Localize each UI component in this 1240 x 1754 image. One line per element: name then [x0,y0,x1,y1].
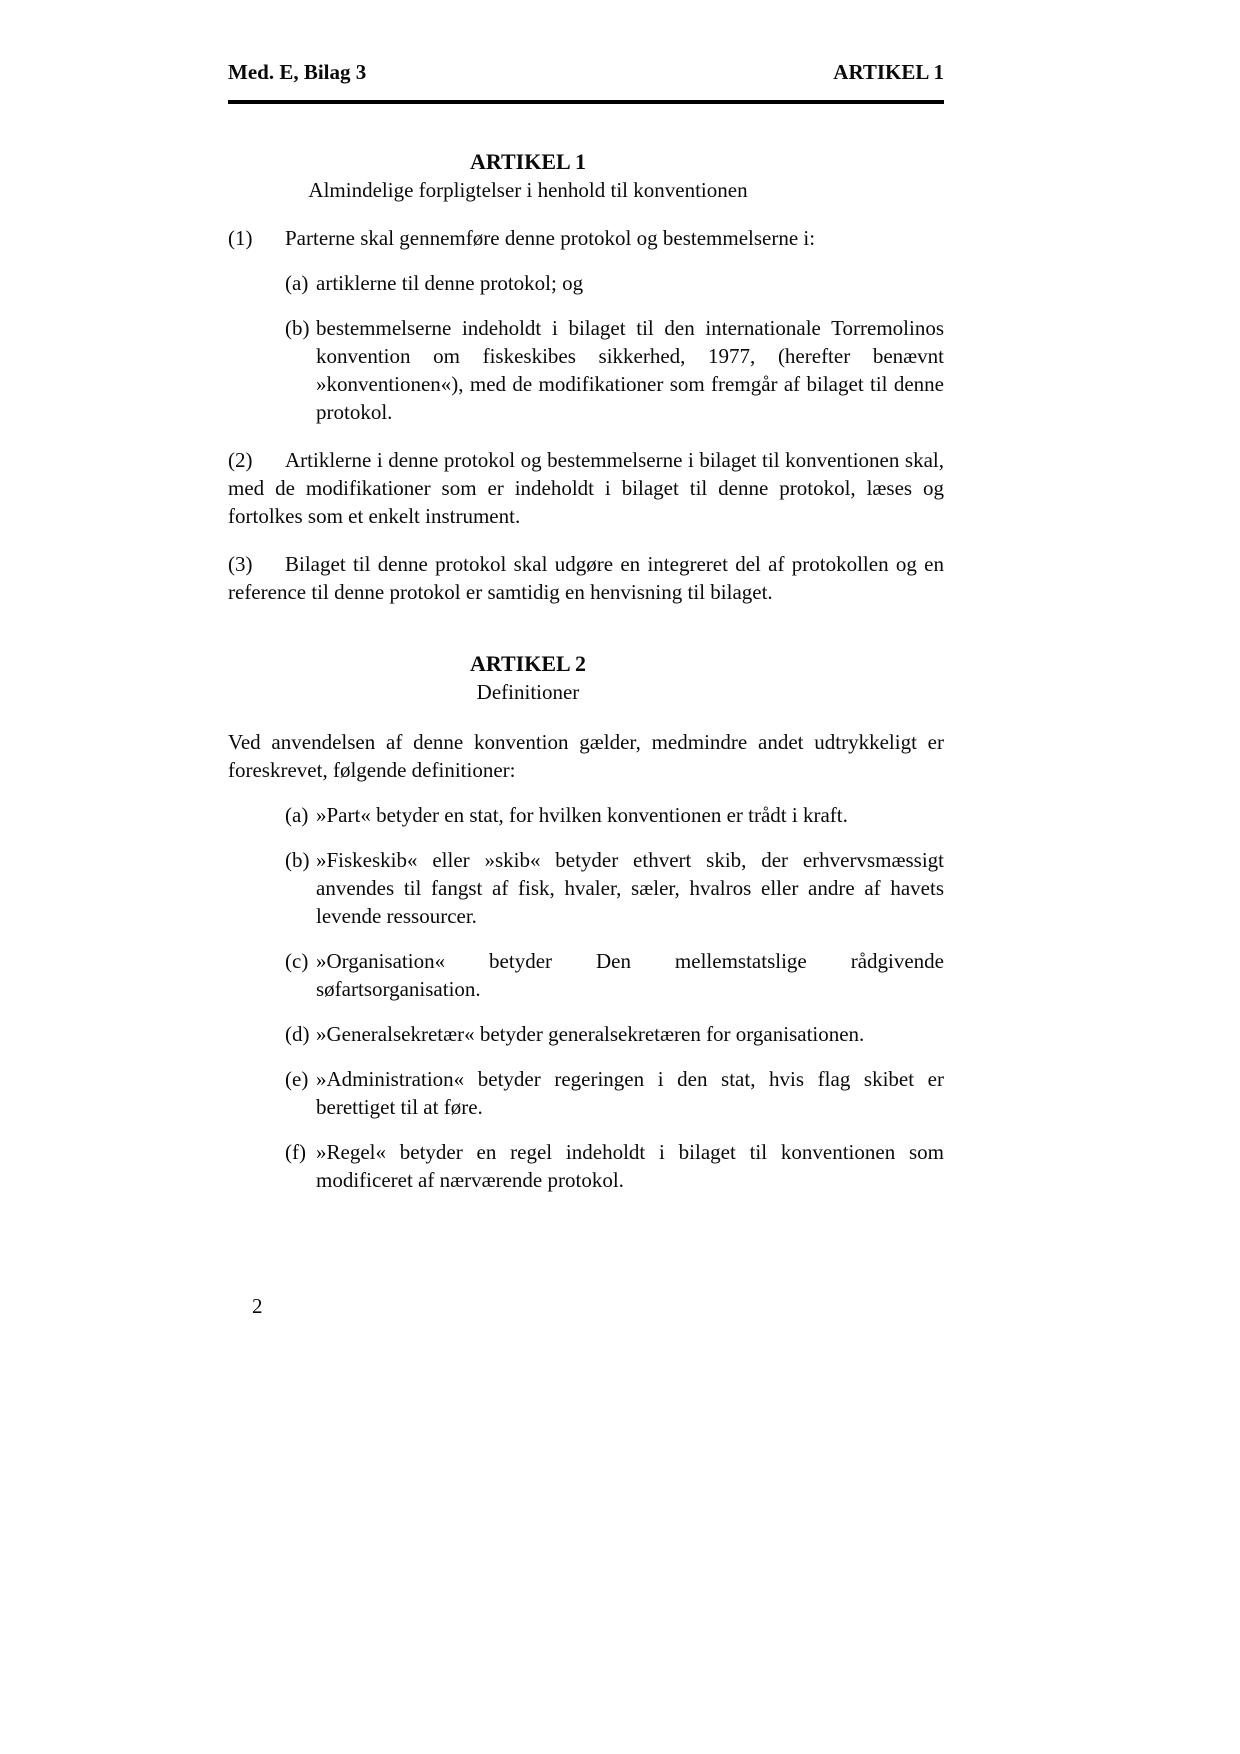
document-page [228,0,944,1194]
definition-e-text: »Administration« betyder regeringen i den stat, hvis flag skibet er berettiget til at føre. [316,1067,944,1119]
definition-b-label: (b) [285,848,310,872]
definition-d-text: »Generalsekretær« betyder generalsekretæren for organisationen. [316,1022,865,1046]
paragraph-1-subitem-b-text: bestemmelserne indeholdt i bilaget til den internationale Torremolinos konvention om fiskeskibes sikkerhed, 1977, (herefter benævnt »konventionen«), med de modifikationer som fremgår af bilaget til denne protokol. [316,316,944,424]
header-rule [228,100,944,104]
definition-a-label: (a) [285,803,309,827]
article-2-intro: Ved anvendelsen af denne konvention gælder, medmindre andet udtrykkeligt er foreskrevet, følgende definitioner: [228,730,944,782]
paragraph-3-text: Bilaget til denne protokol skal udgøre en integreret del af protokollen og en reference til denne protokol er samtidig en henvisning til bilaget. [228,552,944,604]
definition-b-text: »Fiskeskib« eller »skib« betyder ethvert skib, der erhvervsmæssigt anvendes til fangst af fisk, hvaler, sæler, hvalros eller andre af havets levende ressourcer. [316,848,944,928]
definition-b [228,846,944,930]
definition-f-text: »Regel« betyder en regel indeholdt i bilaget til konventionen som modificeret af nærværende protokol. [316,1140,944,1192]
definition-c-text: »Organisation« betyder Den mellemstatslige rådgivende søfartsorganisation. [316,949,944,1001]
definition-e-label: (e) [285,1067,309,1091]
definition-c-label: (c) [285,949,309,973]
paragraph-1-subitem-b [228,314,944,426]
header-running-title-right: ARTIKEL 1 [833,60,944,84]
page-header [228,60,944,84]
article-1-title: ARTIKEL 1 [470,149,586,174]
paragraph-1-subitem-a [228,269,944,297]
definition-a [228,801,944,829]
paragraph-3 [228,550,944,606]
article-1-heading [228,148,828,204]
paragraph-1 [228,224,944,252]
article-1-subtitle: Almindelige forpligtelser i henhold til konventionen [308,178,748,202]
paragraph-1-subitem-b-label: (b) [285,316,310,340]
definition-e [228,1065,944,1121]
definition-a-text: »Part« betyder en stat, for hvilken konventionen er trådt i kraft. [316,803,848,827]
paragraph-1-text: Parterne skal gennemføre denne protokol og bestemmelserne i: [285,226,816,250]
paragraph-1-subitem-a-label: (a) [285,271,309,295]
paragraph-1-subitem-a-text: artiklerne til denne protokol; og [316,271,584,295]
definition-d-label: (d) [285,1022,310,1046]
definition-d [228,1020,944,1048]
paragraph-2 [228,446,944,530]
definition-c [228,947,944,1003]
article-2-subtitle: Definitioner [476,680,580,704]
header-running-title-left: Med. E, Bilag 3 [228,60,367,84]
paragraph-2-label: (2) [228,448,253,472]
page-number: 2 [252,1294,263,1318]
paragraph-2-text: Artiklerne i denne protokol og bestemmelserne i bilaget til konventionen skal, med de modifikationer som er indeholdt i bilaget til denne protokol, læses og fortolkes som et enkelt instrument. [228,448,944,528]
definition-f-label: (f) [285,1140,306,1164]
paragraph-1-label: (1) [228,226,253,250]
article-2-heading [228,650,828,706]
article-2-title: ARTIKEL 2 [470,651,586,676]
paragraph-3-label: (3) [228,552,253,576]
definition-f [228,1138,944,1194]
